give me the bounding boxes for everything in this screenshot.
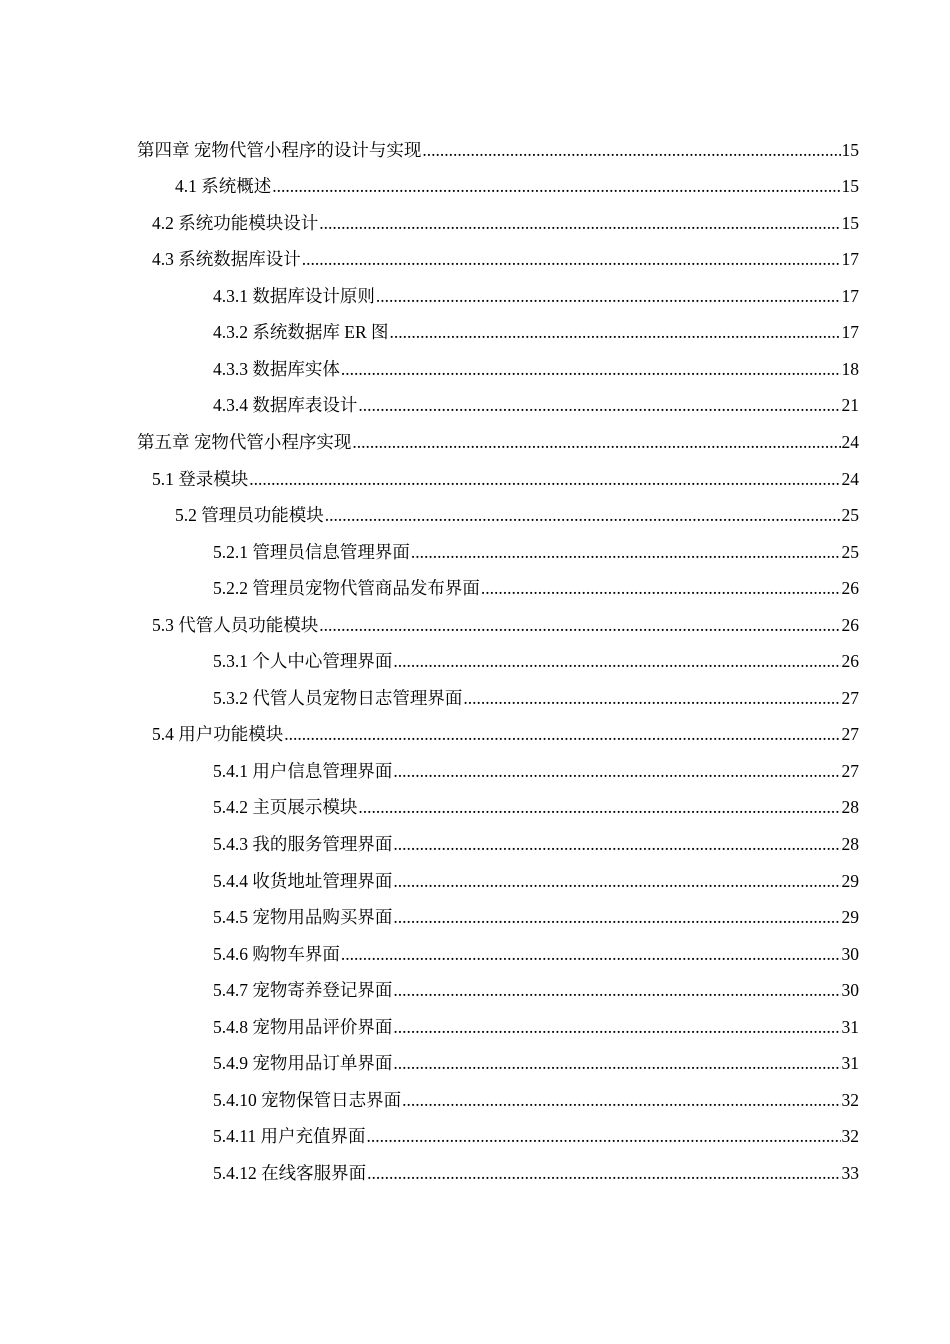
toc-entry-title: 4.1 系统概述 bbox=[175, 173, 272, 199]
toc-leader-dots bbox=[358, 794, 840, 820]
toc-entry[interactable] bbox=[213, 319, 859, 345]
toc-entry-title: 5.4.7 宠物寄养登记界面 bbox=[213, 977, 393, 1003]
toc-entry-title: 4.3.1 数据库设计原则 bbox=[213, 283, 376, 309]
toc-entry-title: 5.4.4 收货地址管理界面 bbox=[213, 868, 393, 894]
toc-entry[interactable] bbox=[213, 1160, 859, 1186]
toc-entry-page: 28 bbox=[841, 797, 859, 817]
toc-leader-dots bbox=[393, 648, 840, 674]
toc-leader-dots bbox=[325, 502, 841, 528]
toc-entry[interactable] bbox=[152, 612, 859, 638]
toc-entry-title: 5.1 登录模块 bbox=[152, 466, 249, 492]
toc-leader-dots bbox=[393, 1050, 840, 1076]
toc-entry-title: 5.2.1 管理员信息管理界面 bbox=[213, 539, 411, 565]
toc-leader-dots bbox=[376, 283, 841, 309]
toc-leader-dots bbox=[393, 831, 840, 857]
toc-entry-title: 4.2 系统功能模块设计 bbox=[152, 210, 319, 236]
toc-entry[interactable] bbox=[137, 429, 859, 455]
toc-entry-title: 第五章 宠物代管小程序实现 bbox=[137, 429, 352, 455]
toc-entry-page: 32 bbox=[841, 1126, 859, 1146]
toc-entry-title: 4.3.2 系统数据库 ER 图 bbox=[213, 319, 390, 345]
toc-entry-title: 5.4.1 用户信息管理界面 bbox=[213, 758, 393, 784]
toc-entry[interactable] bbox=[213, 356, 859, 382]
toc-entry-page: 27 bbox=[841, 724, 859, 744]
toc-entry-title: 4.3.3 数据库实体 bbox=[213, 356, 341, 382]
toc-leader-dots bbox=[367, 1160, 840, 1186]
toc-entry-title: 5.4.11 用户充值界面 bbox=[213, 1123, 366, 1149]
toc-entry-title: 5.4.6 购物车界面 bbox=[213, 941, 341, 967]
toc-entry-page: 25 bbox=[841, 505, 859, 525]
toc-entry[interactable] bbox=[213, 283, 859, 309]
toc-entry-page: 31 bbox=[841, 1053, 859, 1073]
toc-entry-page: 29 bbox=[841, 907, 859, 927]
toc-entry[interactable] bbox=[213, 648, 859, 674]
toc-entry[interactable] bbox=[213, 1087, 859, 1113]
toc-entry-title: 5.4.3 我的服务管理界面 bbox=[213, 831, 393, 857]
toc-entry-page: 32 bbox=[841, 1090, 859, 1110]
toc-entry[interactable] bbox=[152, 721, 859, 747]
toc-entry[interactable] bbox=[213, 1123, 859, 1149]
toc-entry-page: 26 bbox=[841, 578, 859, 598]
toc-entry-title: 5.4.9 宠物用品订单界面 bbox=[213, 1050, 393, 1076]
toc-entry-title: 5.3 代管人员功能模块 bbox=[152, 612, 319, 638]
toc-entry-title: 4.3.4 数据库表设计 bbox=[213, 392, 358, 418]
toc-leader-dots bbox=[341, 941, 841, 967]
toc-leader-dots bbox=[422, 137, 840, 163]
toc-entry-page: 30 bbox=[841, 944, 859, 964]
toc-entry-title: 第四章 宠物代管小程序的设计与实现 bbox=[137, 137, 422, 163]
toc-leader-dots bbox=[341, 356, 841, 382]
toc-entry-title: 5.4.10 宠物保管日志界面 bbox=[213, 1087, 402, 1113]
toc-leader-dots bbox=[402, 1087, 840, 1113]
toc-entry[interactable] bbox=[213, 758, 859, 784]
toc-entry[interactable] bbox=[152, 246, 859, 272]
toc-leader-dots bbox=[284, 721, 840, 747]
toc-entry[interactable] bbox=[175, 173, 859, 199]
toc-entry-page: 18 bbox=[841, 359, 859, 379]
toc-leader-dots bbox=[352, 429, 840, 455]
toc-entry[interactable] bbox=[213, 1050, 859, 1076]
toc-entry-title: 5.4.8 宠物用品评价界面 bbox=[213, 1014, 393, 1040]
toc-entry[interactable] bbox=[213, 831, 859, 857]
toc-entry-page: 17 bbox=[841, 249, 859, 269]
toc-entry-title: 5.3.2 代管人员宠物日志管理界面 bbox=[213, 685, 463, 711]
toc-leader-dots bbox=[393, 904, 840, 930]
toc-leader-dots bbox=[272, 173, 840, 199]
toc-entry[interactable] bbox=[213, 941, 859, 967]
toc-entry[interactable] bbox=[137, 137, 859, 163]
toc-entry-page: 27 bbox=[841, 761, 859, 781]
toc-entry[interactable] bbox=[213, 539, 859, 565]
toc-entry-title: 4.3 系统数据库设计 bbox=[152, 246, 302, 272]
toc-entry[interactable] bbox=[213, 685, 859, 711]
toc-entry-title: 5.3.1 个人中心管理界面 bbox=[213, 648, 393, 674]
toc-entry-page: 29 bbox=[841, 871, 859, 891]
toc-entry[interactable] bbox=[213, 977, 859, 1003]
toc-leader-dots bbox=[358, 392, 840, 418]
toc-entry[interactable] bbox=[213, 392, 859, 418]
toc-leader-dots bbox=[411, 539, 841, 565]
toc-leader-dots bbox=[481, 575, 841, 601]
toc-entry[interactable] bbox=[213, 1014, 859, 1040]
toc-entry-page: 25 bbox=[841, 542, 859, 562]
toc-leader-dots bbox=[366, 1123, 840, 1149]
toc-entry[interactable] bbox=[175, 502, 859, 528]
toc-entry-page: 15 bbox=[841, 213, 859, 233]
toc-leader-dots bbox=[249, 466, 840, 492]
toc-entry-page: 33 bbox=[841, 1163, 859, 1183]
toc-leader-dots bbox=[463, 685, 840, 711]
toc-entry-page: 26 bbox=[841, 615, 859, 635]
toc-leader-dots bbox=[319, 612, 840, 638]
toc-entry-page: 27 bbox=[841, 688, 859, 708]
toc-leader-dots bbox=[393, 1014, 840, 1040]
toc-entry-title: 5.4 用户功能模块 bbox=[152, 721, 284, 747]
toc-entry-title: 5.4.5 宠物用品购买界面 bbox=[213, 904, 393, 930]
toc-leader-dots bbox=[393, 758, 840, 784]
toc-entry[interactable] bbox=[213, 904, 859, 930]
toc-entry-page: 24 bbox=[841, 469, 859, 489]
toc-entry-title: 5.2.2 管理员宠物代管商品发布界面 bbox=[213, 575, 481, 601]
toc-entry-page: 17 bbox=[841, 286, 859, 306]
toc-leader-dots bbox=[390, 319, 841, 345]
toc-entry-title: 5.4.12 在线客服界面 bbox=[213, 1160, 367, 1186]
toc-entry-page: 15 bbox=[841, 140, 859, 160]
toc-entry-title: 5.4.2 主页展示模块 bbox=[213, 794, 358, 820]
toc-entry-page: 17 bbox=[841, 322, 859, 342]
toc-entry-title: 5.2 管理员功能模块 bbox=[175, 502, 325, 528]
toc-entry-page: 26 bbox=[841, 651, 859, 671]
toc-leader-dots bbox=[393, 977, 840, 1003]
toc-entry-page: 30 bbox=[841, 980, 859, 1000]
toc-entry-page: 28 bbox=[841, 834, 859, 854]
toc-entry[interactable] bbox=[152, 466, 859, 492]
toc-entry-page: 31 bbox=[841, 1017, 859, 1037]
toc-entry-page: 15 bbox=[841, 176, 859, 196]
toc-entry-page: 21 bbox=[841, 395, 859, 415]
toc-entry[interactable] bbox=[213, 868, 859, 894]
toc-entry[interactable] bbox=[213, 575, 859, 601]
toc-leader-dots bbox=[302, 246, 841, 272]
toc-entry-page: 24 bbox=[841, 432, 859, 452]
toc-entry[interactable] bbox=[152, 210, 859, 236]
toc-entry[interactable] bbox=[213, 794, 859, 820]
toc-leader-dots bbox=[319, 210, 840, 236]
toc-leader-dots bbox=[393, 868, 840, 894]
